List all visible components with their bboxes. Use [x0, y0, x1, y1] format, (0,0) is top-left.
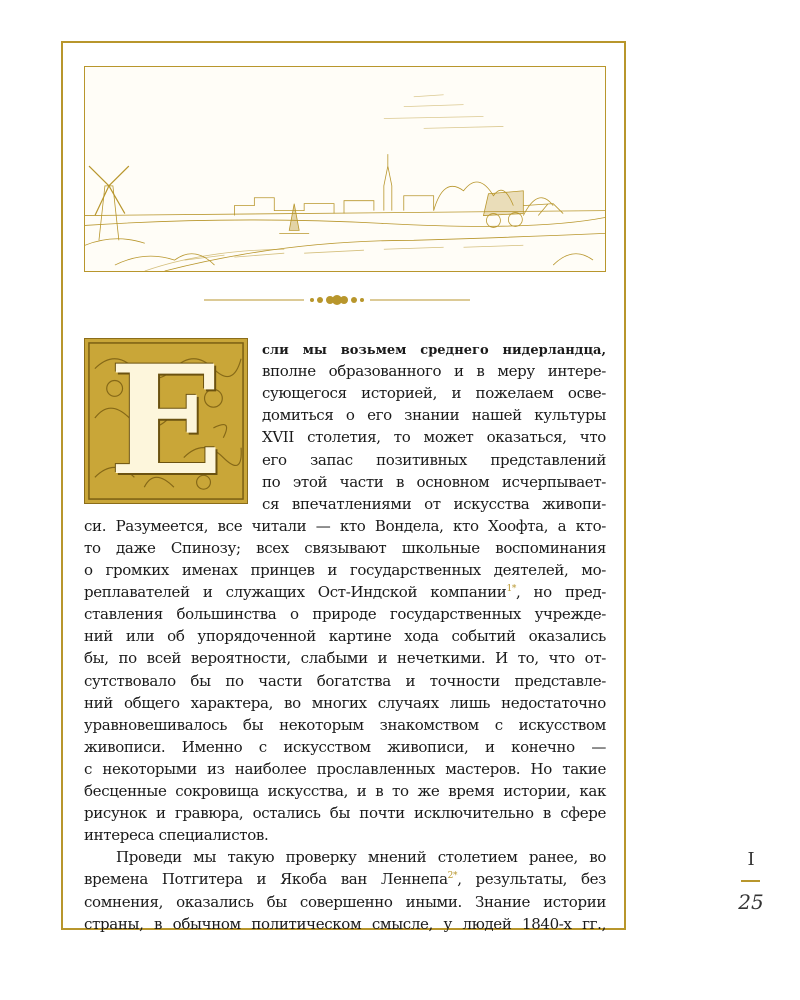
text-line — [84, 647, 606, 669]
line-text: вполне образованного и в меру интере- — [262, 362, 606, 381]
line-text: по этой части в основном исчерпывает- — [262, 472, 606, 491]
footnote-marker[interactable]: 1* — [506, 584, 516, 595]
line-text: домиться о его знании нашей культуры — [262, 406, 606, 425]
line-text: сутствовало бы по части богатства и точности представле- — [84, 671, 606, 690]
line-text: то даже Спинозу; всех связывают школьные воспоминания — [84, 538, 606, 557]
footnote-marker[interactable]: 2* — [447, 871, 458, 882]
text-line — [84, 780, 606, 802]
text-line — [84, 891, 606, 913]
text-line — [84, 913, 606, 935]
text-line — [84, 802, 606, 824]
line-text-tail: , результаты, без — [457, 870, 606, 889]
line-text: ний общего характера, во многих случаях лишь недостаточно — [84, 693, 606, 712]
text-line — [84, 824, 606, 846]
line-text: Проведи мы такую проверку мнений столетием ранее, во — [116, 848, 606, 867]
line-text: о громких именах принцев и государственных деятелей, мо- — [84, 561, 606, 579]
line-text: страны, в обычном политическом смысле, у людей 1840-х гг., — [84, 914, 606, 933]
text-line — [84, 736, 606, 758]
line-text: XVII столетия, то может оказаться, что — [262, 428, 606, 447]
line-text: времена Потгитера и Якоба ван Леннепа — [84, 870, 448, 889]
text-line — [84, 692, 606, 714]
line-text: интереса специалистов. — [84, 826, 269, 845]
line-text: ний или об упорядоченной картине хода событий оказались — [84, 627, 606, 646]
text-line — [84, 537, 606, 559]
text-line — [84, 559, 606, 581]
line-text: с некоторыми из наиболее прославленных мастеров. Но такие — [84, 759, 606, 778]
line-text: его запас позитивных представлений — [262, 450, 606, 469]
text-line — [262, 360, 606, 382]
text-line — [84, 758, 606, 780]
line-text: сующегося историей, и пожелаем осве- — [262, 384, 606, 403]
page-number: 25 — [738, 890, 764, 914]
line-text: живописи. Именно с искусством живописи, и конечно — — [84, 737, 606, 756]
text-line — [262, 382, 606, 404]
text-line — [262, 449, 606, 471]
text-line — [84, 625, 606, 647]
text-line — [262, 493, 606, 515]
line-text: рисунок и гравюра, остались бы почти исключительно в сфере — [84, 804, 606, 823]
landscape-engraving — [84, 66, 606, 272]
text-line — [262, 338, 606, 360]
line-text: сомнения, оказались бы совершенно иными. Знание истории — [84, 892, 606, 911]
line-text: бы, по всей вероятности, слабыми и нечеткими. И то, что от- — [84, 649, 606, 668]
line-text: уравновешивалось бы некоторым знакомством с искусством — [84, 715, 606, 734]
margin-rule — [741, 880, 760, 882]
drop-cap — [84, 333, 248, 509]
text-line — [262, 471, 606, 493]
line-text: ставления большинства о природе государственных учрежде- — [84, 605, 606, 624]
text-line — [84, 714, 606, 736]
text-line — [84, 670, 606, 692]
lead-in-smallcaps: сли мы возьмем среднего нидерландца, — [262, 343, 606, 358]
text-line — [262, 426, 606, 448]
text-line — [84, 603, 606, 625]
drop-cap-letter: Е — [108, 333, 224, 509]
text-line — [262, 404, 606, 426]
landscape-illustration — [85, 67, 605, 271]
text-line — [84, 868, 606, 890]
line-text: ся впечатлениями от искусства живопи- — [262, 494, 606, 513]
line-text: си. Разумеется, все читали — кто Вондела, кто Хоофта, а кто- — [84, 516, 606, 535]
line-text: реплавателей и служащих Ост-Индской компании — [84, 583, 507, 602]
line-text-tail: , но пред- — [515, 583, 606, 602]
chapter-numeral: I — [747, 849, 755, 870]
text-line — [84, 515, 606, 537]
line-text: бесценные сокровища искусства, и в то же время истории, как — [84, 782, 606, 800]
ornamental-divider — [204, 290, 470, 310]
text-line — [116, 846, 606, 868]
text-line — [84, 581, 606, 603]
